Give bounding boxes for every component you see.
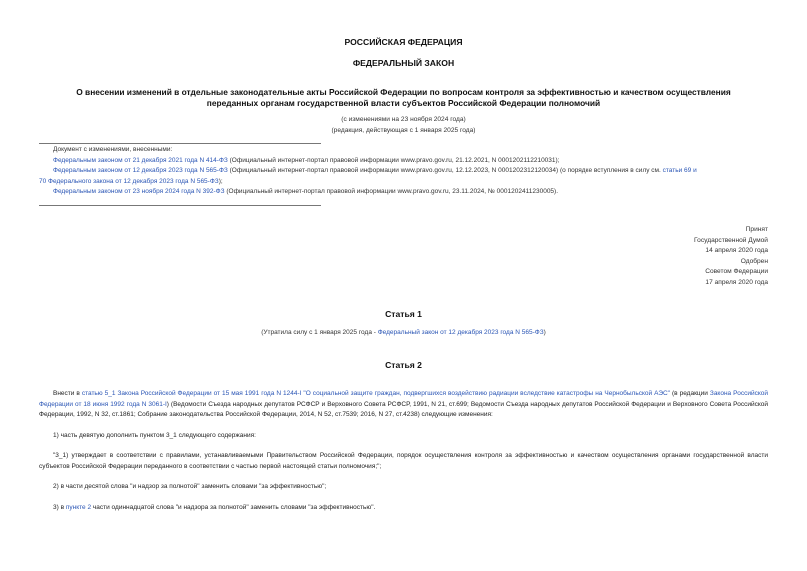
article2-item3 — [53, 503, 768, 514]
amendments-block — [39, 145, 773, 198]
article2-intro-a: Внести в — [53, 390, 82, 397]
amendments-bottom-rule — [39, 205, 321, 206]
amendment-link-392[interactable]: Федеральным законом от 23 ноября 2024 года N 392-ФЗ — [53, 188, 225, 195]
adoption-block — [600, 225, 768, 288]
adopted-by: Государственной Думой — [694, 236, 768, 244]
adopted-date: 14 апреля 2020 года — [705, 247, 768, 254]
article2-intro-b: (в редакции — [670, 390, 710, 397]
amendment-link-414[interactable]: Федеральным законом от 21 декабря 2021 года N 414-ФЗ — [53, 156, 228, 164]
article1-note-suffix: ) — [543, 329, 546, 336]
article2-item1: 1) часть девятую дополнить пунктом 3_1 следующего содержания: — [53, 432, 256, 439]
article1-title: Статья 1 — [385, 309, 422, 319]
country-heading: РОССИЙСКАЯ ФЕДЕРАЦИЯ — [344, 37, 463, 47]
article2-link-law-1244[interactable]: статью 5_1 Закона Российской Федерации от 15 мая 1991 года N 1244-I "О социальной защите граждан, подвергшихся воздействию радиации вследствие катастрофы на Чернобыльской АЭС" — [81, 390, 670, 397]
amendment-link-565-law[interactable]: 70 Федерального закона от 12 декабря 2023 года N 565-ФЗ — [39, 177, 219, 185]
amendment-text-565: (Официальный интернет-портал правовой информации www.pravo.gov.ru, 12.12.2023, N 0001202312120034) (о порядке вступления в силу см. — [227, 167, 663, 174]
article2-link-law-3061[interactable]: Закона Российской Федерации от 18 июня 1992 года N 3061-I — [39, 390, 768, 408]
approved-label: Одобрен — [740, 257, 768, 265]
amendment-link-565-articles[interactable]: статьи 69 и — [662, 167, 697, 174]
amendment-text-565-end: ); — [218, 177, 223, 185]
amendment-item-3 — [53, 187, 773, 198]
article2-item3-b: части одиннадцатой слова "и надзора за полнотой" заменить словами "за эффективностью". — [91, 504, 376, 511]
edition-note: (редакция, действующая с 1 января 2025 года) — [331, 127, 476, 134]
law-title-line2: переданных органам государственной власти субъектов Российской Федерации полномочий — [206, 98, 601, 108]
article1-note — [0, 329, 807, 336]
amendment-link-565[interactable]: Федеральным законом от 12 декабря 2023 года N 565-ФЗ — [53, 167, 228, 174]
article2-item1-quote: "3_1) утверждает в соответствии с правилами, устанавливаемыми Правительством Российской Федерации, порядок осуществления контроля за эффективностью и качеством осуществления органами государственной власти субъектов Российской Федерации переданного в соответствии с частью первой настоящей статьи полномочия;"; — [39, 452, 768, 470]
article2-intro-c: ) (Ведомости Съезда народных депутатов РСФСР и Верховного Совета РСФСР, 1991, N 21, ст.699; Ведомости Съезда народных депутатов Российской Федерации и Верховного Совета Российской Федерации, 1992, N 32, ст.1861; Собрание законодательства Российской Федерации, 2014, N 52, ст.7539; 2016, N 27, ст.4238) следующие изменения: — [39, 400, 768, 418]
article2-item2: 2) в части десятой слова "и надзор за полнотой" заменить словами "за эффективностью"; — [53, 483, 327, 490]
article2-title: Статья 2 — [385, 360, 422, 370]
amendments-heading: Документ с изменениями, внесенными: — [53, 146, 173, 153]
law-type-heading: ФЕДЕРАЛЬНЫЙ ЗАКОН — [352, 58, 455, 68]
approved-date: 17 апреля 2020 года — [705, 278, 768, 286]
amendment-item-2 — [53, 166, 773, 177]
amendment-item-1 — [53, 156, 773, 167]
article1-note-prefix: (Утратила силу с 1 января 2025 года - — [261, 329, 378, 336]
law-title-line1: О внесении изменений в отдельные законодательные акты Российской Федерации по вопросам контроля за эффективностью и качеством осуществления — [76, 87, 731, 97]
changes-note: (с изменениями на 23 ноября 2024 года) — [341, 116, 466, 123]
article1-note-link[interactable]: Федеральный закон от 12 декабря 2023 года N 565-ФЗ — [377, 329, 544, 336]
article2-item3-a: 3) в — [53, 504, 66, 511]
adopted-label: Принят — [745, 226, 768, 233]
amendments-top-rule — [39, 143, 321, 144]
amendment-item-2-cont — [39, 177, 773, 188]
article2-intro — [39, 389, 768, 421]
amendment-text-392: (Официальный интернет-портал правовой информации www.pravo.gov.ru, 23.11.2024, № 0001202411230005). — [224, 188, 559, 195]
amendment-text-414: (Официальный интернет-портал правовой информации www.pravo.gov.ru, 21.12.2021, N 0001202112210031); — [227, 156, 560, 164]
article2-item3-link[interactable]: пункте 2 — [65, 504, 92, 511]
approved-by: Советом Федерации — [705, 268, 768, 275]
